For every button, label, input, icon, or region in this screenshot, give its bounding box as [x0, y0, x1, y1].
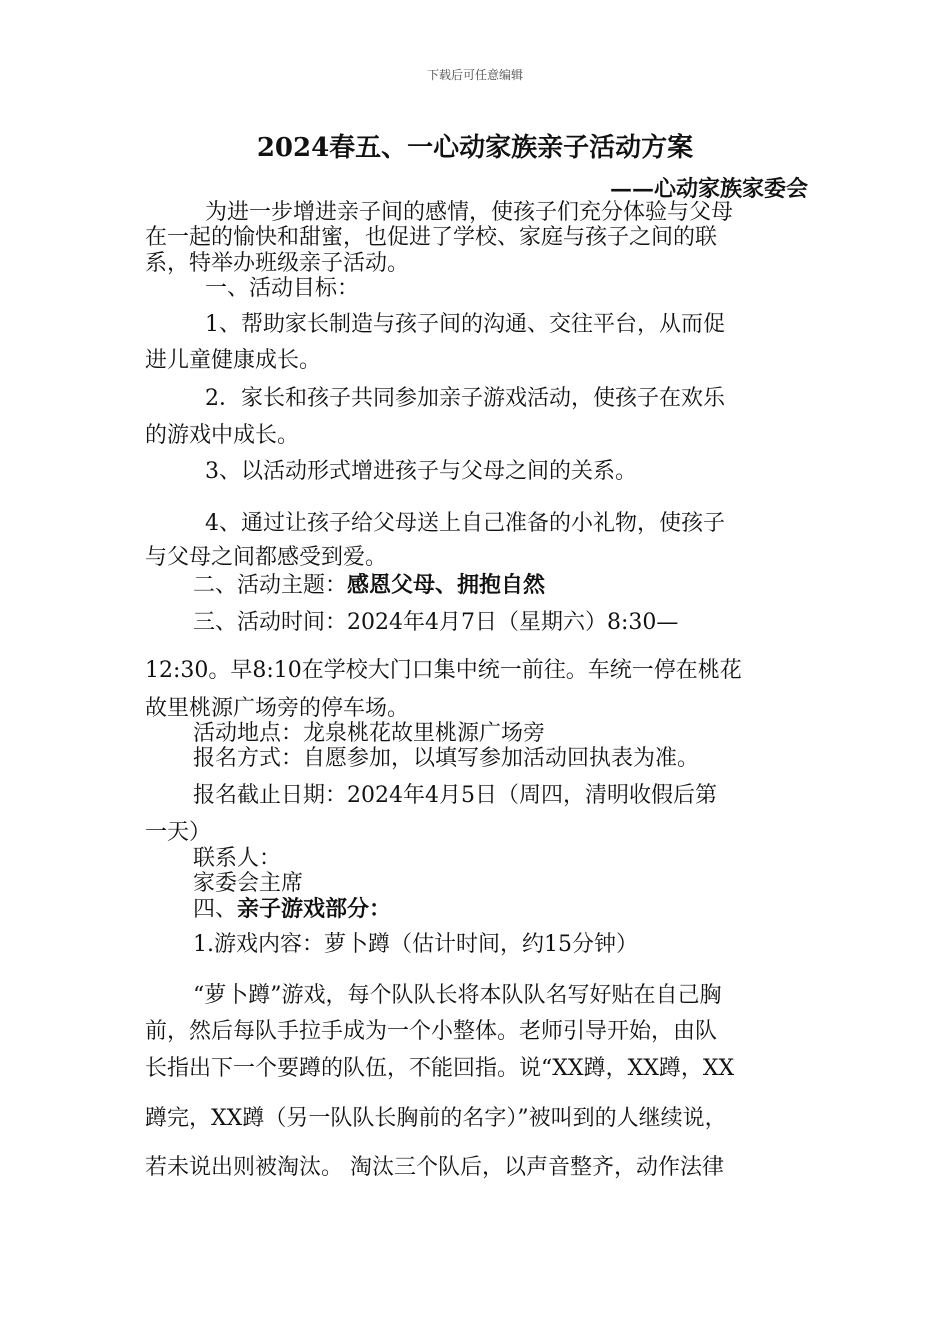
goal-line: 1、帮助家长制造与孩子间的沟通、交往平台，从而促: [205, 312, 725, 337]
intro-line: 系，特举办班级亲子活动。: [145, 251, 410, 276]
game1-title: 1.游戏内容：萝卜蹲（估计时间，约15分钟）: [193, 932, 638, 957]
time-line: 12:30。早8:10在学校大门口集中统一前往。车统一停在桃花: [145, 658, 742, 683]
goal-line: 4、通过让孩子给父母送上自己准备的小礼物，使孩子: [205, 511, 725, 536]
games-heading: [193, 896, 391, 923]
goal-line: 2．家长和孩子共同参加亲子游戏活动，使孩子在欢乐: [205, 386, 725, 411]
deadline-line: 报名截止日期：2024年4月5日（周四，清明收假后第: [193, 783, 717, 808]
contact-value: 家委会主席: [193, 871, 304, 896]
location-line: 活动地点：龙泉桃花故里桃源广场旁: [193, 721, 546, 746]
deadline-line: 一天）: [145, 820, 212, 845]
goal-line: 的游戏中成长。: [145, 423, 300, 448]
goal-line: 与父母之间都感受到爱。: [145, 545, 388, 570]
page-header: 下载后可任意编辑: [426, 68, 523, 82]
page-subtitle: ——心动家族家委会: [609, 176, 808, 202]
contact-label: 联系人：: [193, 846, 282, 871]
game1-desc-line: 蹲完，XX蹲（另一队队长胸前的名字）”被叫到的人继续说，: [145, 1106, 727, 1131]
intro-line: 在一起的愉快和甜蜜，也促进了学校、家庭与孩子之间的联: [145, 225, 718, 250]
game1-desc-line: “萝卜蹲”游戏，每个队队长将本队队名写好贴在自己胸: [193, 983, 722, 1008]
goals-heading: 一、活动目标：: [205, 276, 360, 301]
page-title: 2024春五、一心动家族亲子活动方案: [256, 133, 694, 163]
theme-line: [193, 572, 545, 599]
goal-line: 3、以活动形式增进孩子与父母之间的关系。: [205, 459, 637, 484]
games-heading-prefix: 四、: [193, 897, 238, 922]
intro-line: 为进一步增进亲子间的感情，使孩子们充分体验与父母: [205, 200, 734, 225]
theme-label: 二、活动主题：: [193, 573, 348, 598]
game1-desc-line: 若未说出则被淘汰。 淘汰三个队后，以声音整齐，动作法律: [145, 1155, 724, 1180]
time-line: 三、活动时间：2024年4月7日（星期六）8:30—: [193, 610, 679, 635]
games-heading-label: 亲子游戏部分：: [237, 896, 392, 922]
signup-line: 报名方式：自愿参加，以填写参加活动回执表为准。: [193, 746, 700, 771]
goal-line: 进儿童健康成长。: [145, 348, 322, 373]
time-line: 故里桃源广场旁的停车场。: [145, 696, 410, 721]
theme-value: 感恩父母、拥抱自然: [347, 572, 546, 598]
game1-desc-line: 前，然后每队手拉手成为一个小整体。老师引导开始，由队: [145, 1019, 718, 1044]
game1-desc-line: 长指出下一个要蹲的队伍，不能回指。说“XX蹲，XX蹲，XX: [145, 1056, 735, 1081]
